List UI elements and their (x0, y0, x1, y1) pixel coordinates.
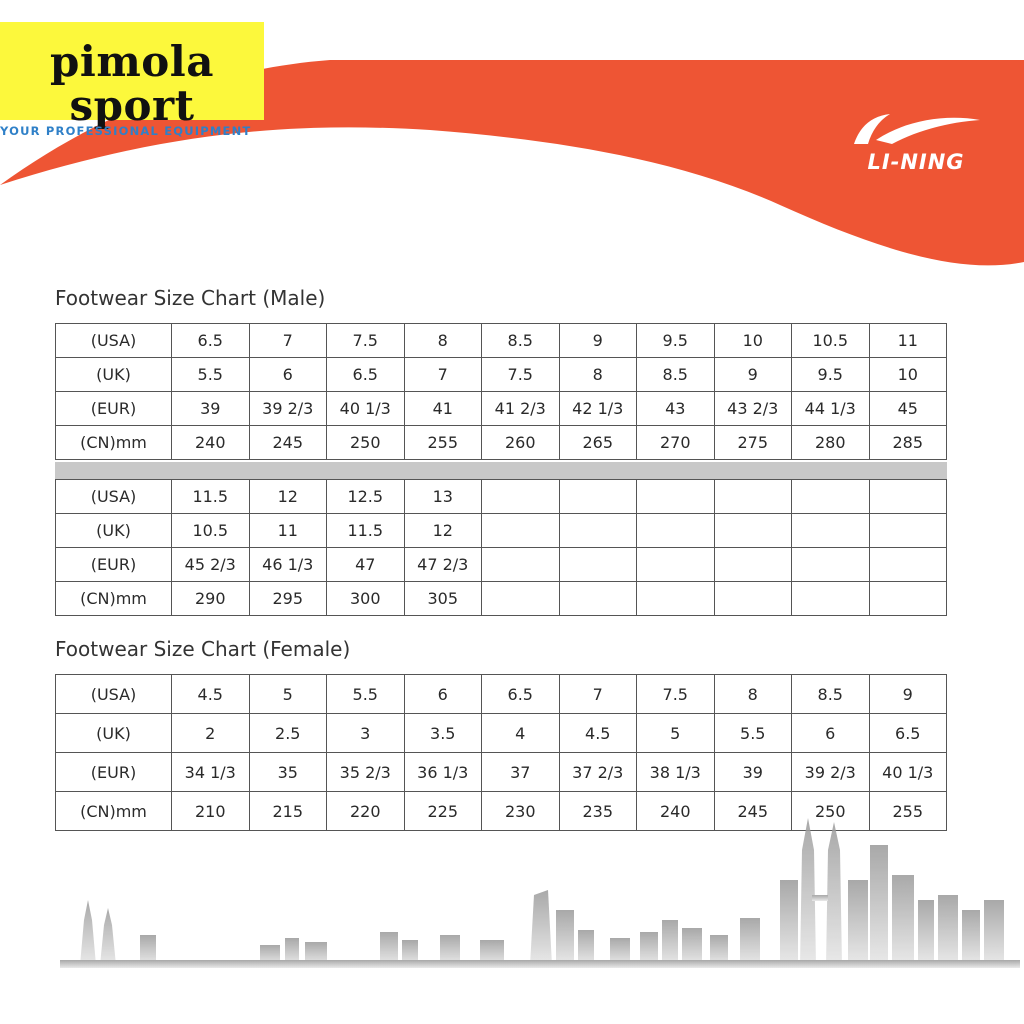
size-cell: 290 (172, 582, 250, 616)
row-label: (CN)mm (56, 792, 172, 831)
size-cell (792, 480, 870, 514)
row-label: (USA) (56, 675, 172, 714)
size-cell (637, 480, 715, 514)
size-cell (792, 514, 870, 548)
size-cell: 11.5 (327, 514, 405, 548)
size-cell: 7.5 (482, 358, 560, 392)
size-cell (714, 548, 792, 582)
size-cell: 44 1/3 (792, 392, 870, 426)
row-label: (USA) (56, 480, 172, 514)
table-row (56, 480, 947, 514)
size-cell: 5.5 (172, 358, 250, 392)
size-cell: 305 (404, 582, 482, 616)
size-cell: 255 (869, 792, 947, 831)
size-cell (869, 582, 947, 616)
size-cell: 8.5 (637, 358, 715, 392)
size-cell (792, 548, 870, 582)
size-cell: 215 (249, 792, 327, 831)
size-cell: 9 (714, 358, 792, 392)
brand-tagline: YOUR PROFESSIONAL EQUIPMENT (0, 124, 252, 138)
size-cell: 10 (714, 324, 792, 358)
male-chart-title: Footwear Size Chart (Male) (55, 286, 326, 310)
li-ning-logo (846, 110, 986, 180)
size-cell: 39 2/3 (792, 753, 870, 792)
size-cell: 300 (327, 582, 405, 616)
size-cell: 10 (869, 358, 947, 392)
size-cell (637, 514, 715, 548)
size-cell (714, 582, 792, 616)
size-cell (869, 514, 947, 548)
brand-logo-box (0, 22, 264, 130)
size-cell (482, 582, 560, 616)
size-cell: 38 1/3 (637, 753, 715, 792)
li-ning-swoosh-icon (846, 110, 986, 150)
row-label: (CN)mm (56, 426, 172, 460)
size-cell: 9.5 (792, 358, 870, 392)
size-cell: 10.5 (792, 324, 870, 358)
size-cell: 35 (249, 753, 327, 792)
size-cell: 8 (559, 358, 637, 392)
size-cell: 37 2/3 (559, 753, 637, 792)
size-cell (714, 514, 792, 548)
brand-name-line1: pimola (50, 37, 214, 86)
table-row (56, 753, 947, 792)
size-cell: 225 (404, 792, 482, 831)
row-label: (EUR) (56, 548, 172, 582)
row-label: (UK) (56, 714, 172, 753)
size-cell (559, 480, 637, 514)
size-cell: 220 (327, 792, 405, 831)
size-cell: 6.5 (869, 714, 947, 753)
size-cell: 240 (172, 426, 250, 460)
size-cell: 6 (404, 675, 482, 714)
size-cell: 5 (637, 714, 715, 753)
size-cell: 3 (327, 714, 405, 753)
size-cell (869, 548, 947, 582)
size-cell: 35 2/3 (327, 753, 405, 792)
table-row (56, 548, 947, 582)
size-cell: 6.5 (172, 324, 250, 358)
brand-name (0, 37, 264, 130)
size-cell: 255 (404, 426, 482, 460)
size-cell: 4.5 (559, 714, 637, 753)
table-row (56, 582, 947, 616)
size-cell: 260 (482, 426, 560, 460)
size-cell: 8 (404, 324, 482, 358)
size-cell: 46 1/3 (249, 548, 327, 582)
size-cell: 12 (249, 480, 327, 514)
size-cell: 8.5 (792, 675, 870, 714)
size-cell (482, 480, 560, 514)
row-label: (UK) (56, 358, 172, 392)
size-cell (482, 514, 560, 548)
size-cell: 11.5 (172, 480, 250, 514)
size-cell (869, 480, 947, 514)
size-cell: 42 1/3 (559, 392, 637, 426)
size-cell: 45 (869, 392, 947, 426)
table-row (56, 324, 947, 358)
size-cell: 275 (714, 426, 792, 460)
table-row (56, 392, 947, 426)
size-cell: 41 2/3 (482, 392, 560, 426)
size-cell (559, 548, 637, 582)
size-cell: 8.5 (482, 324, 560, 358)
table-row (56, 426, 947, 460)
size-cell: 245 (714, 792, 792, 831)
size-cell: 41 (404, 392, 482, 426)
table-row (56, 714, 947, 753)
size-cell: 7 (249, 324, 327, 358)
size-cell: 39 (714, 753, 792, 792)
size-cell: 210 (172, 792, 250, 831)
size-cell: 2.5 (249, 714, 327, 753)
size-cell: 4 (482, 714, 560, 753)
size-cell: 45 2/3 (172, 548, 250, 582)
size-cell: 5.5 (714, 714, 792, 753)
size-cell (482, 548, 560, 582)
size-cell: 12 (404, 514, 482, 548)
size-cell (559, 582, 637, 616)
size-cell: 47 2/3 (404, 548, 482, 582)
female-chart-title: Footwear Size Chart (Female) (55, 637, 351, 661)
size-cell: 245 (249, 426, 327, 460)
size-cell: 34 1/3 (172, 753, 250, 792)
size-cell: 39 2/3 (249, 392, 327, 426)
size-cell: 40 1/3 (327, 392, 405, 426)
size-cell: 9.5 (637, 324, 715, 358)
size-cell: 40 1/3 (869, 753, 947, 792)
size-cell (637, 582, 715, 616)
row-label: (EUR) (56, 392, 172, 426)
size-cell: 4.5 (172, 675, 250, 714)
size-cell: 9 (869, 675, 947, 714)
size-cell: 270 (637, 426, 715, 460)
size-cell: 7 (404, 358, 482, 392)
row-label: (USA) (56, 324, 172, 358)
size-cell: 10.5 (172, 514, 250, 548)
size-cell: 265 (559, 426, 637, 460)
size-cell: 2 (172, 714, 250, 753)
size-cell: 230 (482, 792, 560, 831)
size-cell: 9 (559, 324, 637, 358)
size-cell (559, 514, 637, 548)
size-cell: 295 (249, 582, 327, 616)
size-cell: 7 (559, 675, 637, 714)
size-cell: 6.5 (482, 675, 560, 714)
table-row (56, 675, 947, 714)
size-cell: 6 (792, 714, 870, 753)
size-cell: 5.5 (327, 675, 405, 714)
size-cell: 250 (792, 792, 870, 831)
size-cell (792, 582, 870, 616)
size-cell: 43 2/3 (714, 392, 792, 426)
size-cell: 36 1/3 (404, 753, 482, 792)
brand-name-line2: sport (69, 81, 195, 130)
row-label: (UK) (56, 514, 172, 548)
size-cell: 39 (172, 392, 250, 426)
size-cell: 7.5 (637, 675, 715, 714)
size-cell: 43 (637, 392, 715, 426)
size-cell: 235 (559, 792, 637, 831)
row-label: (CN)mm (56, 582, 172, 616)
li-ning-logo-text: LI-NING (867, 150, 965, 174)
size-cell: 37 (482, 753, 560, 792)
size-cell: 240 (637, 792, 715, 831)
male-size-table-2 (55, 479, 947, 616)
size-cell: 6 (249, 358, 327, 392)
size-cell: 7.5 (327, 324, 405, 358)
table-row (56, 514, 947, 548)
size-cell: 5 (249, 675, 327, 714)
size-cell: 280 (792, 426, 870, 460)
size-cell: 11 (249, 514, 327, 548)
size-cell (714, 480, 792, 514)
table-divider (55, 462, 947, 480)
size-cell: 3.5 (404, 714, 482, 753)
size-cell (637, 548, 715, 582)
size-cell: 13 (404, 480, 482, 514)
city-skyline-illustration (0, 800, 1024, 970)
male-size-table-1 (55, 323, 947, 460)
size-cell: 285 (869, 426, 947, 460)
size-cell: 8 (714, 675, 792, 714)
size-cell: 250 (327, 426, 405, 460)
row-label: (EUR) (56, 753, 172, 792)
table-row (56, 358, 947, 392)
size-cell: 47 (327, 548, 405, 582)
size-cell: 12.5 (327, 480, 405, 514)
size-cell: 11 (869, 324, 947, 358)
size-cell: 6.5 (327, 358, 405, 392)
